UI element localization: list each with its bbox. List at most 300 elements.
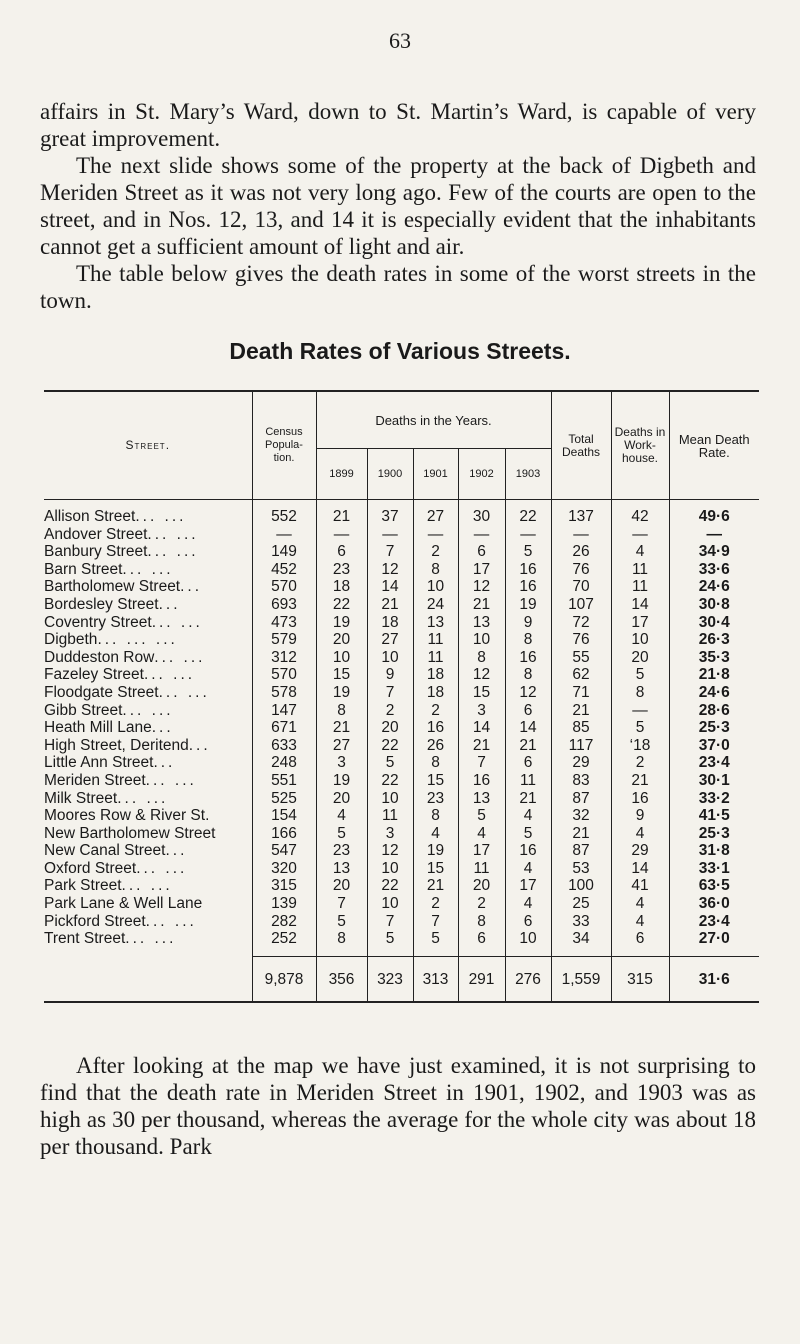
table-row	[44, 614, 759, 632]
leader-dots: ... ...	[145, 771, 197, 789]
table-cell: ‘18	[611, 737, 669, 755]
table-cell: 24·6	[669, 578, 759, 596]
table-cell: 37	[367, 500, 413, 526]
header-deaths-years: Deaths in the Years.	[316, 391, 551, 449]
leader-dots	[202, 895, 251, 913]
table-cell: 4	[611, 825, 669, 843]
table-cell: 13	[316, 860, 367, 878]
street-name: New Bartholomew Street	[44, 824, 216, 842]
leader-dots	[215, 825, 251, 843]
table-cell: 11	[611, 561, 669, 579]
street-name: Bartholomew Street	[44, 578, 181, 596]
header-total: Total Deaths	[551, 391, 611, 500]
table-cell: 31·8	[669, 842, 759, 860]
header-year: 1903	[505, 449, 551, 500]
street-name: Park Lane & Well Lane	[44, 895, 203, 913]
table-cell: 8	[413, 807, 458, 825]
leader-dots: ...	[158, 595, 181, 613]
table-cell: 4	[611, 895, 669, 913]
table-cell: —	[505, 526, 551, 544]
table-row	[44, 913, 759, 931]
rule-cell	[252, 948, 316, 957]
table-cell: 11	[611, 578, 669, 596]
table-cell: 26·3	[669, 631, 759, 649]
street-name: Gibb Street	[44, 701, 123, 719]
table-cell: 578	[252, 684, 316, 702]
table-cell: 4	[505, 807, 551, 825]
table-cell: 87	[551, 842, 611, 860]
table-cell: 551	[252, 772, 316, 790]
street-name: New Canal Street	[44, 842, 166, 860]
table-cell: 71	[551, 684, 611, 702]
table-cell: 18	[413, 666, 458, 684]
table-cell: —	[551, 526, 611, 544]
leader-dots: ... ...	[122, 560, 174, 578]
table-cell: 9	[505, 614, 551, 632]
table-cell: 25	[551, 895, 611, 913]
table-row	[44, 596, 759, 614]
table-cell: 21·8	[669, 666, 759, 684]
table-row	[44, 666, 759, 684]
table-cell: 8	[505, 631, 551, 649]
rule-cell	[505, 948, 551, 957]
street-name-cell	[44, 578, 252, 596]
table-cell: 30	[458, 500, 505, 526]
table-cell: 15	[316, 666, 367, 684]
table-cell: 9	[367, 666, 413, 684]
totals-label-cell	[44, 956, 252, 1002]
table-cell: 19	[316, 684, 367, 702]
table-cell: 8	[458, 913, 505, 931]
street-name-cell	[44, 684, 252, 702]
table-cell: 23	[316, 561, 367, 579]
table-cell: 21	[458, 596, 505, 614]
table-row	[44, 842, 759, 860]
leader-dots: ... ...	[154, 648, 206, 666]
table-row	[44, 895, 759, 913]
street-name: Banbury Street	[44, 543, 148, 561]
table-cell: 3	[458, 702, 505, 720]
table-cell: 19	[316, 772, 367, 790]
table-cell: 21	[413, 877, 458, 895]
table-cell: —	[611, 702, 669, 720]
table-cell: 633	[252, 737, 316, 755]
street-name: Oxford Street	[44, 859, 137, 877]
table-cell: 12	[458, 578, 505, 596]
street-name-cell	[44, 543, 252, 561]
table-cell: 248	[252, 754, 316, 772]
street-name-cell	[44, 500, 252, 526]
paragraph-text: affairs in St. Mary’s Ward, down to St. Martin’s Ward, is capable of very great improvement.	[40, 99, 756, 151]
table-cell: 5	[413, 930, 458, 948]
header-year: 1902	[458, 449, 505, 500]
street-name: Moores Row & River St.	[44, 807, 210, 825]
table-cell: 87	[551, 790, 611, 808]
header-workhouse: Deaths in Work- house.	[611, 391, 669, 500]
table-cell: 18	[316, 578, 367, 596]
table-cell: 10	[367, 860, 413, 878]
table-cell: 7	[413, 913, 458, 931]
table-cell: —	[611, 526, 669, 544]
table-cell: 41·5	[669, 807, 759, 825]
table-cell: 12	[458, 666, 505, 684]
street-name: Milk Street	[44, 789, 118, 807]
table-cell: —	[413, 526, 458, 544]
street-name: Barn Street	[44, 560, 123, 578]
table-cell: 33·6	[669, 561, 759, 579]
leader-dots: ... ...	[136, 859, 188, 877]
page-number: 63	[389, 28, 411, 53]
table-row	[44, 719, 759, 737]
table-row	[44, 860, 759, 878]
street-name: Park Street	[44, 877, 122, 895]
table-cell: 15	[413, 860, 458, 878]
header-year: 1900	[367, 449, 413, 500]
leader-dots: ... ... ...	[97, 631, 178, 649]
table-cell: 312	[252, 649, 316, 667]
table-cell: 21	[551, 825, 611, 843]
table-cell: 55	[551, 649, 611, 667]
table-cell: 14	[367, 578, 413, 596]
table-cell: 12	[367, 561, 413, 579]
table-cell: 76	[551, 561, 611, 579]
table-cell: 8	[413, 754, 458, 772]
table-cell: 24	[413, 596, 458, 614]
table-cell: 579	[252, 631, 316, 649]
table-row	[44, 930, 759, 948]
table-cell: 28·6	[669, 702, 759, 720]
table-cell: 19	[413, 842, 458, 860]
table-cell: 19	[505, 596, 551, 614]
table-cell: 14	[505, 719, 551, 737]
table-cell: 147	[252, 702, 316, 720]
totals-row	[44, 956, 759, 1002]
table-cell: 23·4	[669, 754, 759, 772]
table-cell: 10	[413, 578, 458, 596]
table-cell: 6	[316, 543, 367, 561]
table-cell: 154	[252, 807, 316, 825]
header-street: Street.	[44, 391, 252, 500]
street-name-cell	[44, 754, 252, 772]
street-name: Fazeley Street	[44, 666, 144, 684]
table-cell: 452	[252, 561, 316, 579]
paragraph-conclusion	[40, 1052, 756, 1160]
table-cell: 21	[367, 596, 413, 614]
table-cell: 21	[611, 772, 669, 790]
total-cell: 1,559	[551, 956, 611, 1002]
table-cell: 4	[413, 825, 458, 843]
table-cell: 320	[252, 860, 316, 878]
leader-dots: ... ...	[122, 701, 174, 719]
table-cell: 5	[505, 543, 551, 561]
table-row	[44, 526, 759, 544]
table-row	[44, 649, 759, 667]
table-cell: 13	[458, 614, 505, 632]
table-cell: 693	[252, 596, 316, 614]
table-cell: 30·8	[669, 596, 759, 614]
table-cell: 7	[367, 913, 413, 931]
table-cell: 14	[458, 719, 505, 737]
street-name-cell	[44, 649, 252, 667]
rule-cell	[458, 948, 505, 957]
table-row	[44, 807, 759, 825]
paragraph-table-intro	[40, 260, 756, 314]
table-cell: 552	[252, 500, 316, 526]
table-cell: 37·0	[669, 737, 759, 755]
table-cell: 20	[458, 877, 505, 895]
table-cell: 35·3	[669, 649, 759, 667]
street-name-cell	[44, 842, 252, 860]
street-name-cell	[44, 930, 252, 948]
total-cell: 31·6	[669, 956, 759, 1002]
rule-cell	[611, 948, 669, 957]
paragraph-text: The table below gives the death rates in some of the worst streets in the town.	[40, 261, 756, 313]
table-cell: 16	[458, 772, 505, 790]
street-name-cell	[44, 877, 252, 895]
street-name-cell	[44, 860, 252, 878]
table-cell: 21	[505, 737, 551, 755]
table-cell: 16	[505, 649, 551, 667]
table-cell: 49·6	[669, 500, 759, 526]
table-cell: 16	[611, 790, 669, 808]
street-name-cell	[44, 895, 252, 913]
street-name: Heath Mill Lane	[44, 719, 152, 737]
street-name: Allison Street	[44, 508, 136, 525]
table-cell: 6	[505, 754, 551, 772]
table-row	[44, 772, 759, 790]
table-cell: 282	[252, 913, 316, 931]
table-cell: 18	[413, 684, 458, 702]
table-cell: 22	[367, 737, 413, 755]
table-cell: 117	[551, 737, 611, 755]
table-row	[44, 754, 759, 772]
street-name-cell	[44, 561, 252, 579]
table-cell: 22	[367, 772, 413, 790]
table-cell: 4	[505, 895, 551, 913]
table-cell: 17	[505, 877, 551, 895]
table-cell: 15	[458, 684, 505, 702]
table-cell: 12	[367, 842, 413, 860]
table-cell: 72	[551, 614, 611, 632]
table-cell: 252	[252, 930, 316, 948]
table-row	[44, 684, 759, 702]
table-cell: 11	[413, 631, 458, 649]
table-cell: 8	[316, 930, 367, 948]
table-cell: 21	[505, 790, 551, 808]
table-cell: 547	[252, 842, 316, 860]
table-cell: 10	[367, 790, 413, 808]
table-cell: 4	[316, 807, 367, 825]
table-cell: 5	[316, 913, 367, 931]
rule-cell	[316, 948, 367, 957]
table-cell: 27	[413, 500, 458, 526]
table-row	[44, 561, 759, 579]
street-name-cell	[44, 614, 252, 632]
table-cell: 21	[551, 702, 611, 720]
street-name: Duddeston Row	[44, 648, 155, 666]
table-cell: 10	[505, 930, 551, 948]
table-row	[44, 500, 759, 526]
table-cell: 21	[458, 737, 505, 755]
table-cell: 671	[252, 719, 316, 737]
street-name: High Street, Deritend	[44, 736, 189, 754]
leader-dots: ...	[165, 842, 188, 860]
table-cell: 15	[413, 772, 458, 790]
table-cell: 53	[551, 860, 611, 878]
leader-dots: ...	[180, 578, 203, 596]
table-cell: 83	[551, 772, 611, 790]
table-cell: 8	[611, 684, 669, 702]
table-cell: 25·3	[669, 825, 759, 843]
table-cell: 76	[551, 631, 611, 649]
table-cell: 26	[551, 543, 611, 561]
table-cell: 5	[458, 807, 505, 825]
table-cell: 8	[316, 702, 367, 720]
table-cell: 19	[316, 614, 367, 632]
header-census: Census Popula- tion.	[252, 391, 316, 500]
table-cell: 62	[551, 666, 611, 684]
table-cell: 5	[367, 754, 413, 772]
table-cell: 5	[316, 825, 367, 843]
table-cell: 11	[413, 649, 458, 667]
table-cell: 4	[611, 913, 669, 931]
table-cell: 17	[458, 561, 505, 579]
rule-row	[44, 948, 759, 957]
table-cell: —	[316, 526, 367, 544]
header-year: 1899	[316, 449, 367, 500]
table-cell: 13	[458, 790, 505, 808]
street-name-cell	[44, 596, 252, 614]
total-cell: 315	[611, 956, 669, 1002]
table-cell: 36·0	[669, 895, 759, 913]
table-row	[44, 578, 759, 596]
table-cell: 16	[505, 842, 551, 860]
table-cell: —	[669, 526, 759, 544]
table-cell: 7	[367, 684, 413, 702]
table-cell: 525	[252, 790, 316, 808]
street-name-cell	[44, 719, 252, 737]
table-cell: 23	[413, 790, 458, 808]
table-cell: 4	[505, 860, 551, 878]
street-name-cell	[44, 666, 252, 684]
total-cell: 323	[367, 956, 413, 1002]
table-cell: 2	[413, 543, 458, 561]
leader-dots: ... ...	[117, 789, 169, 807]
street-name: Floodgate Street	[44, 683, 159, 701]
table-cell: 20	[316, 631, 367, 649]
table-cell: 166	[252, 825, 316, 843]
table-row	[44, 790, 759, 808]
street-name: Pickford Street	[44, 912, 146, 930]
table-cell: 22	[367, 877, 413, 895]
table-cell: 27	[367, 631, 413, 649]
table-cell: 70	[551, 578, 611, 596]
table-cell: 5	[611, 719, 669, 737]
header-mean: Mean Death Rate.	[669, 391, 759, 500]
table-cell: 8	[505, 666, 551, 684]
table-cell: 23	[316, 842, 367, 860]
street-name-cell	[44, 737, 252, 755]
table-title: Death Rates of Various Streets.	[229, 338, 571, 364]
table-cell: 2	[458, 895, 505, 913]
table-cell: 14	[611, 860, 669, 878]
table-cell: 570	[252, 578, 316, 596]
table-cell: 11	[367, 807, 413, 825]
table-cell: 20	[316, 877, 367, 895]
table-cell: 2	[367, 702, 413, 720]
paragraph-intro	[40, 98, 756, 152]
table-cell: 2	[611, 754, 669, 772]
table-body	[44, 500, 759, 1002]
table-cell: 18	[367, 614, 413, 632]
table-cell: 107	[551, 596, 611, 614]
street-name-cell	[44, 807, 252, 825]
table-cell: 20	[611, 649, 669, 667]
table-cell: 41	[611, 877, 669, 895]
table-cell: 6	[458, 543, 505, 561]
table-cell: 42	[611, 500, 669, 526]
table-cell: —	[252, 526, 316, 544]
table-cell: 6	[505, 913, 551, 931]
table-cell: 27·0	[669, 930, 759, 948]
table-cell: 10	[611, 631, 669, 649]
table-cell: 29	[611, 842, 669, 860]
table-cell: 6	[611, 930, 669, 948]
table-cell: 21	[316, 500, 367, 526]
table-cell: 7	[367, 543, 413, 561]
table-cell: 34	[551, 930, 611, 948]
table-cell: 7	[316, 895, 367, 913]
table-cell: 25·3	[669, 719, 759, 737]
table-cell: 11	[505, 772, 551, 790]
leader-dots: ...	[188, 736, 211, 754]
table-row	[44, 543, 759, 561]
table-row	[44, 631, 759, 649]
leader-dots: ...	[153, 754, 176, 772]
table-cell: 26	[413, 737, 458, 755]
street-name-cell	[44, 790, 252, 808]
street-name-cell	[44, 825, 252, 843]
leader-dots: ...	[151, 719, 174, 737]
total-cell: 276	[505, 956, 551, 1002]
table-cell: 10	[367, 895, 413, 913]
leader-dots: ... ...	[145, 912, 197, 930]
table-cell: 16	[505, 578, 551, 596]
table-cell: 17	[611, 614, 669, 632]
table-cell: 32	[551, 807, 611, 825]
leader-dots: ... ...	[143, 666, 196, 684]
street-name-cell	[44, 526, 252, 544]
street-name-cell	[44, 913, 252, 931]
table-cell: 100	[551, 877, 611, 895]
table-cell: 139	[252, 895, 316, 913]
leader-dots: ... ...	[121, 877, 173, 895]
street-name: Trent Street	[44, 930, 126, 948]
table-cell: 8	[458, 649, 505, 667]
table-cell: 4	[458, 825, 505, 843]
table-cell: 315	[252, 877, 316, 895]
leader-dots: ... ...	[158, 683, 210, 701]
rule-cell	[551, 948, 611, 957]
leader-dots	[209, 807, 251, 825]
leader-dots: ... ...	[147, 543, 199, 561]
leader-dots: ... ...	[135, 508, 187, 525]
table-cell: 570	[252, 666, 316, 684]
table-cell: 12	[505, 684, 551, 702]
total-cell: 9,878	[252, 956, 316, 1002]
table-cell: 11	[458, 860, 505, 878]
table-cell: 4	[611, 543, 669, 561]
